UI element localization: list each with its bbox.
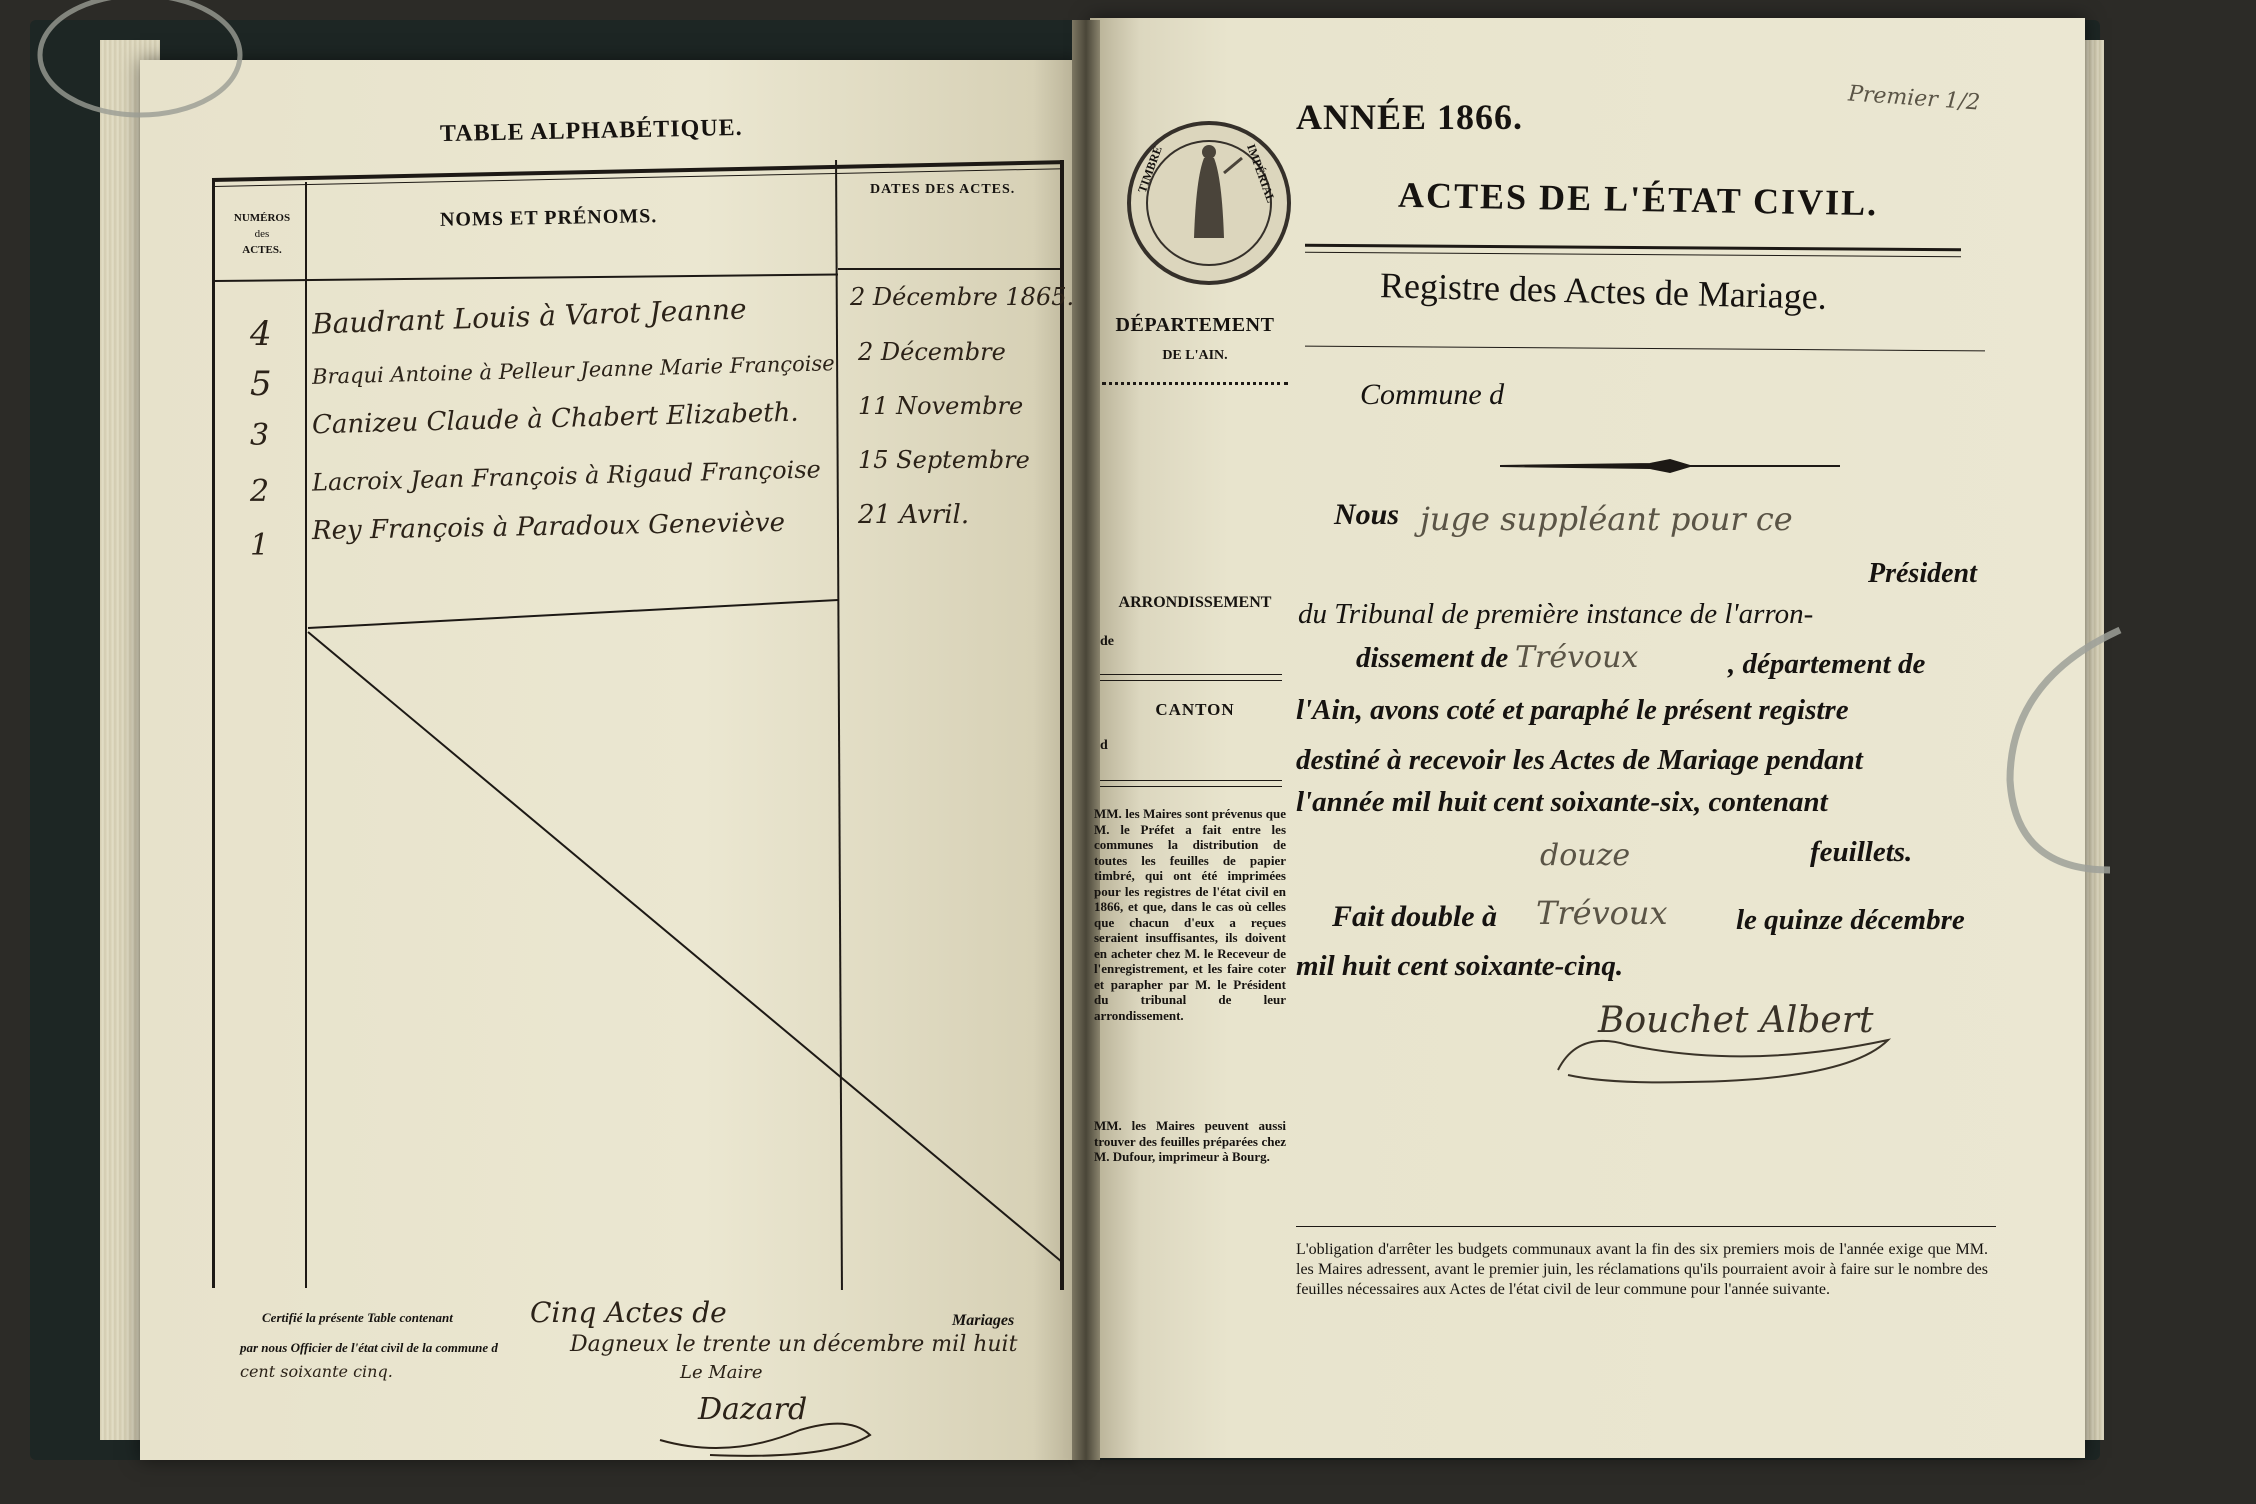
- header-dates: DATES DES ACTES.: [870, 182, 1016, 197]
- table-title: TABLE ALPHABÉTIQUE.: [439, 114, 743, 148]
- body-line2-hand: Trévoux: [1515, 640, 1639, 675]
- entry-3-date: 11 Novembre: [858, 392, 1024, 420]
- commune-label: Commune d: [1360, 378, 1505, 411]
- body-line4: destiné à recevoir les Actes de Mariage pendant: [1296, 744, 1863, 776]
- stamp-left-label: TIMBRE: [1134, 144, 1165, 195]
- cert-line3-hand: cent soixante cinq.: [240, 1362, 393, 1381]
- body-line2a: dissement de: [1356, 642, 1509, 674]
- entry-1-name: Baudrant Louis à Varot Jeanne: [311, 292, 748, 341]
- departement-rule: [1102, 382, 1288, 389]
- nous-label: Nous: [1334, 498, 1400, 531]
- canton-label: CANTON: [1155, 700, 1235, 719]
- entry-5-name: Rey François à Paradoux Geneviève: [311, 507, 786, 547]
- entry-3-name: Canizeu Claude à Chabert Elizabeth.: [311, 397, 799, 441]
- entry-4-date: 15 Septembre: [858, 446, 1030, 474]
- departement-label: DÉPARTEMENT: [1115, 314, 1275, 336]
- eyeglasses-right-icon: [1990, 620, 2130, 900]
- signature-left: Dazard: [698, 1392, 808, 1427]
- body-line2b: , département de: [1728, 648, 1926, 680]
- ornament-divider-icon: [1500, 458, 1840, 474]
- cert-line1-hand: Cinq Actes de: [530, 1296, 727, 1329]
- cert-maire: Le Maire: [680, 1362, 763, 1383]
- cert-line1-end: Mariages: [952, 1312, 1015, 1329]
- body-line3: l'Ain, avons coté et paraphé le présent registre: [1296, 694, 1849, 726]
- cert-line1-printed: Certifié la présente Table contenant: [262, 1310, 453, 1325]
- footer-notice: L'obligation d'arrêter les budgets communaux avant la fin des six premiers mois de l'année exige que MM. les Maires adressent, avant le premier juin, les réclamations qu'ils pourraient avoir à faire sur le nombre des feuilles nécessaires aux Actes de l'état civil de leur commune pour l'année suivante.: [1296, 1241, 1988, 1298]
- notice-prefet: MM. les Maires sont prévenus que M. le Préfet a fait entre les communes la distribution de toutes les feuilles de papier timbré, qui ont été imprimées pour les registres de l'état civil en 1866, et que, dans le cas où celles que chacun d'eux a reçues seraient insuffisantes, ils doivent en acheter chez M. le Receveur de l'enregistrement, et les faire coter et parapher par M. le Président du tribunal de leur arrondissement.: [1094, 806, 1286, 1023]
- body-line5: l'année mil huit cent soixante-six, contenant: [1296, 786, 1828, 818]
- entry-2-num: 5: [250, 364, 272, 404]
- entry-2-date: 2 Décembre: [858, 338, 1006, 366]
- entry-4-name: Lacroix Jean François à Rigaud Françoise: [311, 455, 822, 497]
- signature-right-flourish-icon: [1548, 1020, 1908, 1100]
- arrondissement-de: de: [1100, 634, 1114, 649]
- cert-line2-hand: Dagneux le trente un décembre mil huit: [570, 1332, 1018, 1357]
- arrondissement-rule: [1100, 674, 1282, 675]
- fait-year: mil huit cent soixante-cinq.: [1296, 950, 1624, 982]
- entry-5-num: 1: [250, 528, 270, 563]
- president-label: Président: [1868, 558, 1977, 589]
- entry-5-date: 21 Avril.: [858, 500, 970, 530]
- entry-1-date: 2 Décembre 1865.: [850, 283, 1075, 311]
- actes-title: ACTES DE L'ÉTAT CIVIL.: [1397, 174, 1879, 224]
- feuillets-label: feuillets.: [1810, 836, 1913, 868]
- header-numeros-line1: NUMÉROS: [233, 212, 291, 224]
- feuillets-hand: douze: [1540, 838, 1631, 873]
- body-line1: du Tribunal de première instance de l'arron-: [1298, 598, 1814, 630]
- canton-rule: [1100, 780, 1282, 781]
- entry-4-num: 2: [250, 474, 270, 509]
- fait-date: le quinze décembre: [1736, 904, 1965, 936]
- stamp-right-label: IMPÉRIAL: [1244, 142, 1279, 205]
- nous-hand: juge suppléant pour ce: [1420, 500, 1793, 538]
- footer-rule: [1296, 1226, 1996, 1227]
- signature-left-flourish-icon: [650, 1400, 890, 1470]
- corner-note: Premier 1/2: [1847, 81, 1981, 116]
- signature-right: Bouchet Albert: [1598, 1000, 1874, 1041]
- canton-rule-2: [1100, 786, 1282, 787]
- cert-line2-printed: par nous Officier de l'état civil de la commune d: [240, 1340, 498, 1355]
- arrondissement-label: ARRONDISSEMENT: [1118, 594, 1272, 611]
- entry-2-name: Braqui Antoine à Pelleur Jeanne Marie Françoise: [311, 351, 835, 389]
- header-numeros-line3: ACTES.: [242, 244, 282, 256]
- departement-de: DE L'AIN.: [1162, 348, 1228, 363]
- year-title: ANNÉE 1866.: [1296, 97, 1524, 137]
- header-noms: NOMS ET PRÉNOMS.: [439, 205, 658, 231]
- header-numeros-line2: des: [254, 228, 270, 240]
- entry-3-num: 3: [250, 418, 270, 453]
- arrondissement-rule-2: [1100, 680, 1282, 681]
- fait-hand: Trévoux: [1536, 894, 1668, 932]
- notice-dufour: MM. les Maires peuvent aussi trouver des feuilles préparées chez M. Dufour, imprimeur à Bourg.: [1094, 1118, 1286, 1164]
- table-closing-lines: [0, 0, 1100, 1300]
- fait-double-label: Fait double à: [1332, 900, 1498, 933]
- registre-subtitle: Registre des Actes de Mariage.: [1379, 265, 1828, 317]
- entry-1-num: 4: [250, 314, 272, 354]
- canton-d: d: [1100, 738, 1108, 753]
